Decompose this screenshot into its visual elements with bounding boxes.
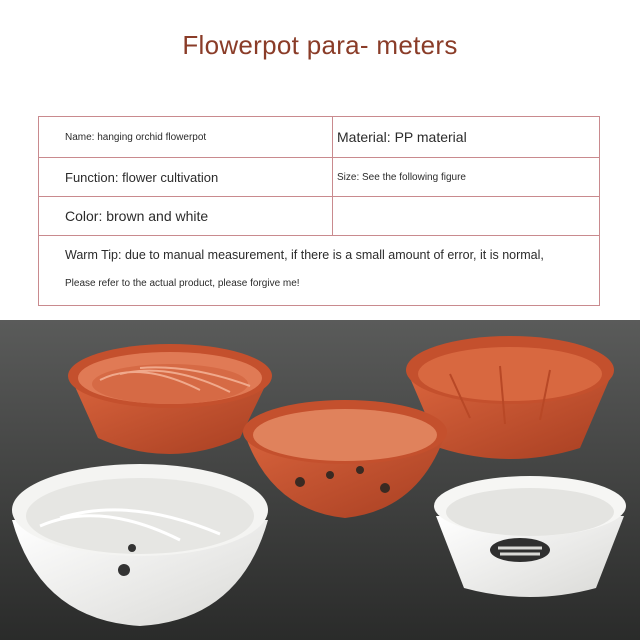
product-photo	[0, 320, 640, 640]
spec-row	[39, 158, 599, 197]
spec-row	[39, 197, 599, 236]
spec-function: Function: flower cultivation	[39, 158, 333, 196]
page-title: Flowerpot para- meters	[182, 30, 458, 60]
spec-empty	[333, 197, 599, 235]
spec-material: Material: PP material	[337, 129, 467, 145]
spec-table	[38, 116, 600, 306]
spec-row	[39, 117, 599, 158]
warm-tip-line1: Warm Tip: due to manual measurement, if there is a small amount of error, it is normal,	[65, 248, 544, 262]
spec-color: Color: brown and white	[39, 197, 333, 235]
warm-tip-row	[39, 236, 599, 307]
warm-tip-line2: Please refer to the actual product, please forgive me!	[65, 278, 300, 289]
spec-name: Name: hanging orchid flowerpot	[39, 117, 333, 157]
white-octagonal-pot	[434, 476, 626, 597]
spec-size: Size: See the following figure	[337, 171, 466, 183]
